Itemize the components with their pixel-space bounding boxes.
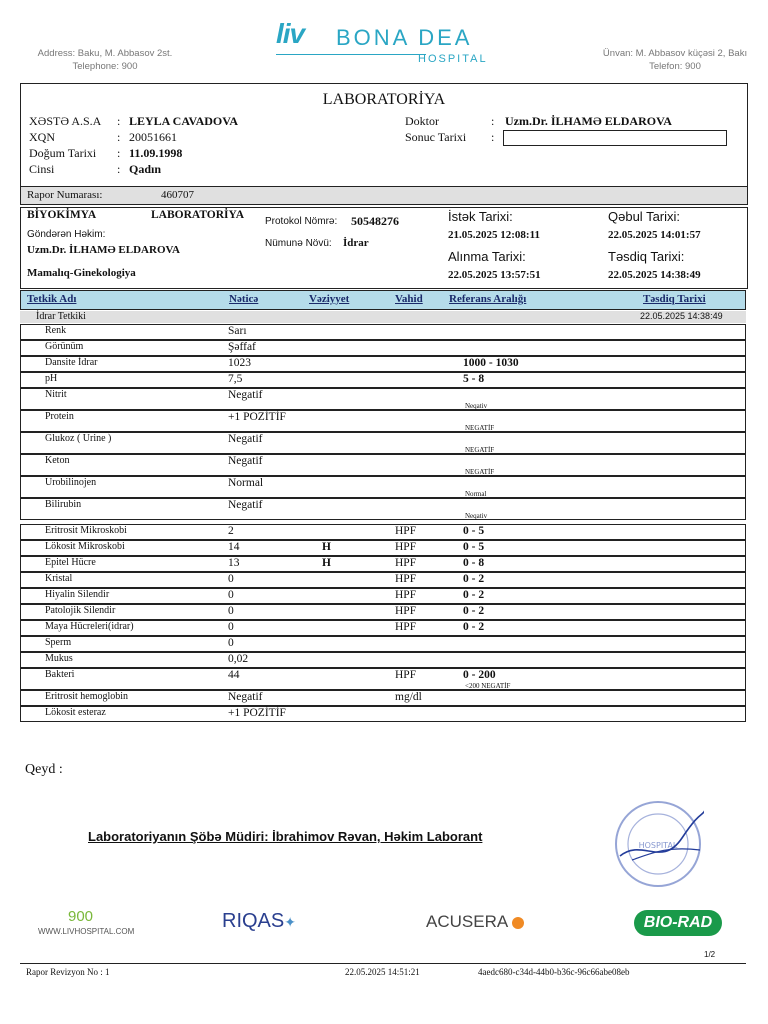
test-result: 0 <box>228 589 234 601</box>
test-ref-note: NEGATİF <box>465 424 495 432</box>
table-row <box>20 540 746 556</box>
stamp-graphic <box>612 798 704 890</box>
test-ref-note: Neqativ <box>465 512 488 520</box>
test-result: 44 <box>228 669 240 681</box>
test-name: Nitrit <box>45 389 67 400</box>
section-title: İdrar Tetkiki <box>36 311 86 322</box>
test-result: 0,02 <box>228 653 249 665</box>
doctor-name: Uzm.Dr. İLHAMƏ ELDAROVA <box>505 114 672 128</box>
test-result: Sarı <box>228 325 247 337</box>
test-name: Urobilinojen <box>45 477 97 488</box>
patient-name-label: XƏSTƏ A.S.A <box>29 114 102 128</box>
acusera-logo <box>426 912 524 932</box>
test-ref-note: <200 NEGATİF <box>465 682 511 690</box>
info-box <box>20 207 748 289</box>
table-row <box>20 668 746 690</box>
colon: : <box>117 114 121 128</box>
table-row <box>20 340 746 356</box>
test-unit: HPF <box>395 573 417 585</box>
table-row <box>20 690 746 706</box>
taken-date: 22.05.2025 13:57:51 <box>448 269 541 281</box>
header-address-right <box>580 47 768 73</box>
test-name: pH <box>45 373 58 384</box>
test-name: Epitel Hücre <box>45 557 96 568</box>
logo-liv: liv <box>276 18 305 49</box>
section-bar <box>20 311 746 323</box>
clinic-name: Mamalıq-Ginekologiya <box>27 267 136 279</box>
test-unit: mg/dl <box>395 691 422 703</box>
test-result: 14 <box>228 541 240 553</box>
approve-date: 22.05.2025 14:38:49 <box>608 269 701 281</box>
patient-id: 20051661 <box>129 130 177 144</box>
test-name: Maya Hücreleri(idrar) <box>45 621 134 632</box>
patient-sex: Qadın <box>129 162 162 176</box>
page-title: LABORATORİYA <box>322 91 446 108</box>
test-result: Negatif <box>228 389 263 401</box>
header-address-left <box>30 47 180 73</box>
sender-name: Uzm.Dr. İLHAMƏ ELDAROVA <box>27 244 180 256</box>
test-ref: 0 - 2 <box>463 573 485 585</box>
test-result: 2 <box>228 525 234 537</box>
col-name-header: Tetkik Adı <box>27 293 77 305</box>
patient-id-label: XQN <box>29 130 55 144</box>
table-row <box>20 706 746 722</box>
test-name: Sperm <box>45 637 72 648</box>
test-ref: 5 - 8 <box>463 373 485 385</box>
test-ref: 1000 - 1030 <box>463 357 519 369</box>
test-result: Negatif <box>228 433 263 445</box>
col-ref-header: Referans Aralığı <box>449 293 527 305</box>
address-text: Ünvan: M. Abbasov küçəsi 2, Bakı <box>602 48 748 59</box>
table-header <box>20 290 746 310</box>
test-ref: 0 - 5 <box>463 525 485 537</box>
sender-label: Göndərən Həkim: <box>27 229 106 240</box>
test-result: Şəffaf <box>228 341 256 353</box>
footer-hash: 4aedc680-c34d-44b0-b36c-96c66abe08eb <box>478 967 630 977</box>
test-ref-note: Neqativ <box>465 402 488 410</box>
website: WWW.LIVHOSPITAL.COM <box>38 927 135 936</box>
table-row <box>20 556 746 572</box>
test-result: Negatif <box>228 455 263 467</box>
test-result: 1023 <box>228 357 251 369</box>
test-ref: 0 - 8 <box>463 557 485 569</box>
test-result: 13 <box>228 557 240 569</box>
colon: : <box>117 146 121 160</box>
test-ref-note: Normal <box>465 490 487 498</box>
colon: : <box>491 130 495 144</box>
test-name: Bilirubin <box>45 499 82 510</box>
section-date: 22.05.2025 14:38:49 <box>640 311 723 321</box>
liv-phone-logo <box>38 908 158 942</box>
test-name: Renk <box>45 325 67 336</box>
table-row <box>20 356 746 372</box>
test-name: Kristal <box>45 573 73 584</box>
test-unit: HPF <box>395 541 417 553</box>
report-number-label: Rapor Numarası: <box>27 189 103 201</box>
patient-dob-label: Doğum Tarixi <box>29 146 97 160</box>
table-row <box>20 588 746 604</box>
accept-date: 22.05.2025 14:01:57 <box>608 229 701 241</box>
col-unit-header: Vahid <box>395 293 423 305</box>
test-unit: HPF <box>395 525 417 537</box>
test-result: 0 <box>228 621 234 633</box>
patient-sex-label: Cinsi <box>29 162 55 176</box>
riqas-text: RIQAS <box>222 910 285 932</box>
table-row <box>20 372 746 388</box>
biorad-logo: BIO-RAD <box>634 910 722 936</box>
test-ref: 0 - 2 <box>463 621 485 633</box>
table-row <box>20 524 746 540</box>
test-name: Dansite İdrar <box>45 357 98 368</box>
doctor-label: Doktor <box>405 114 439 128</box>
colon: : <box>117 130 121 144</box>
address-text: Address: Baku, M. Abbasov 2st. <box>37 48 173 59</box>
test-result: Negatif <box>228 691 263 703</box>
table-row <box>20 572 746 588</box>
test-ref-note: NEGATİF <box>465 446 495 454</box>
test-result: 7,5 <box>228 373 243 385</box>
test-status: H <box>322 541 331 553</box>
approve-label: Təsdiq Tarixi: <box>608 249 685 264</box>
phone-text: Telefon: 900 <box>649 61 701 72</box>
table-row <box>20 604 746 620</box>
protocol-label: Protokol Nömrə: <box>265 216 338 227</box>
test-name: Mukus <box>45 653 73 664</box>
test-name: Görünüm <box>45 341 84 352</box>
table-row <box>20 410 746 432</box>
table-row <box>20 636 746 652</box>
lab-name: LABORATORİYA <box>151 209 245 221</box>
acusera-text: ACUSERA <box>426 912 508 931</box>
logo-divider <box>276 54 426 55</box>
colon: : <box>491 114 495 128</box>
test-ref-note: NEGATİF <box>465 468 495 476</box>
page-number: 1/2 <box>704 950 716 959</box>
protocol-number: 50548276 <box>351 214 399 228</box>
signature-line: Laboratoriyanın Şöbə Müdiri: İbrahimov Rəvan, Həkim Laborant <box>88 829 483 844</box>
revision: Rapor Revizyon No : 1 <box>26 967 110 977</box>
test-name: Eritrosit Mikroskobi <box>45 525 127 536</box>
logo-name: BONA DEA <box>336 25 473 50</box>
sample-type: İdrar <box>343 237 369 249</box>
note-label: Qeyd : <box>25 762 63 777</box>
patient-dob: 11.09.1998 <box>129 146 183 160</box>
test-status: H <box>322 557 331 569</box>
test-result: 0 <box>228 605 234 617</box>
table-row <box>20 498 746 520</box>
test-unit: HPF <box>395 669 417 681</box>
test-name: Bakteri <box>45 669 75 680</box>
phone-number: 900 <box>68 908 94 925</box>
test-name: Hiyalin Silendir <box>45 589 110 600</box>
acusera-dot-icon <box>512 917 524 929</box>
riqas-mark-icon: ✦ <box>284 914 296 930</box>
col-date-header: Təsdiq Tarixi <box>643 293 706 305</box>
test-ref: 0 - 2 <box>463 605 485 617</box>
test-name: Glukoz ( Urine ) <box>45 433 112 444</box>
table-row <box>20 454 746 476</box>
hospital-stamp <box>612 798 704 890</box>
test-name: Eritrosit hemoglobin <box>45 691 129 702</box>
test-result: 0 <box>228 637 234 649</box>
test-unit: HPF <box>395 621 417 633</box>
test-result: 0 <box>228 573 234 585</box>
hospital-logo <box>276 15 506 71</box>
logo-sub: HOSPITAL <box>418 53 488 65</box>
test-unit: HPF <box>395 589 417 601</box>
department: BİYOKİMYA <box>27 209 97 221</box>
test-result: Negatif <box>228 499 263 511</box>
result-date-field <box>503 130 727 146</box>
col-status-header: Vəziyyet <box>309 293 350 305</box>
colon: : <box>117 162 121 176</box>
request-date: 21.05.2025 12:08:11 <box>448 229 540 241</box>
test-result: +1 POZİTİF <box>228 707 286 719</box>
table-row <box>20 620 746 636</box>
test-ref: 0 - 200 <box>463 669 496 681</box>
test-name: Lökosit Mikroskobi <box>45 541 125 552</box>
patient-name: LEYLA CAVADOVA <box>129 114 239 128</box>
test-unit: HPF <box>395 557 417 569</box>
col-result-header: Nəticə <box>229 293 259 305</box>
table-row <box>20 388 746 410</box>
taken-label: Alınma Tarixi: <box>448 249 526 264</box>
report-number-bar <box>20 186 748 205</box>
phone-text: Telephone: 900 <box>72 61 138 72</box>
request-label: İstək Tarixi: <box>448 209 513 224</box>
sample-label: Nümunə Növü: <box>265 238 332 249</box>
test-result: +1 POZİTİF <box>228 411 286 423</box>
test-unit: HPF <box>395 605 417 617</box>
patient-box <box>20 83 748 187</box>
report-number: 460707 <box>161 189 194 201</box>
table-row <box>20 476 746 498</box>
test-result: Normal <box>228 477 264 489</box>
accept-label: Qəbul Tarixi: <box>608 209 681 224</box>
footer-datetime: 22.05.2025 14:51:21 <box>345 967 420 977</box>
test-name: Patolojik Silendir <box>45 605 116 616</box>
riqas-logo <box>222 910 296 933</box>
result-date-label: Sonuc Tarixi <box>405 130 467 144</box>
stamp-center-text: HOSPITAL <box>638 841 678 850</box>
table-row <box>20 652 746 668</box>
test-ref: 0 - 2 <box>463 589 485 601</box>
table-row <box>20 324 746 340</box>
test-name: Protein <box>45 411 74 422</box>
test-name: Lökosit esteraz <box>45 707 106 718</box>
table-row <box>20 432 746 454</box>
test-ref: 0 - 5 <box>463 541 485 553</box>
footer-divider <box>20 963 746 964</box>
test-name: Keton <box>45 455 70 466</box>
